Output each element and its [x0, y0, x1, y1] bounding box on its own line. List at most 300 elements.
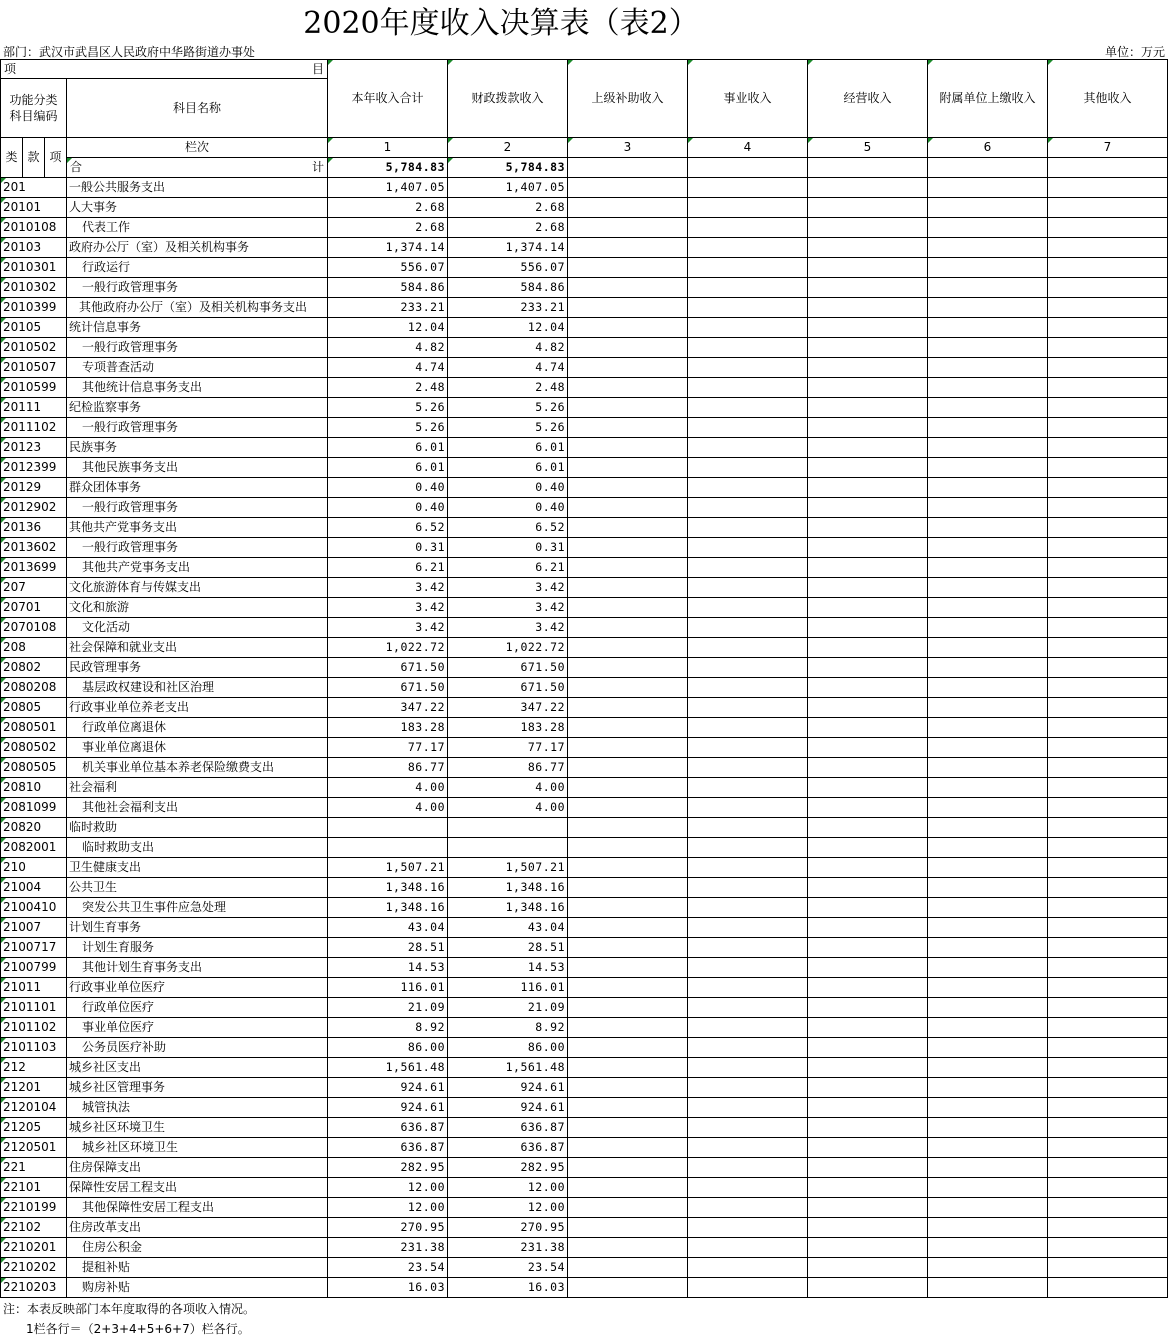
row-col5	[808, 1138, 928, 1158]
row-col1: 1,348.16	[328, 878, 448, 898]
row-col7	[1048, 818, 1168, 838]
row-code: 2012399	[1, 458, 67, 478]
row-col5	[808, 318, 928, 338]
row-col3	[568, 898, 688, 918]
row-col5	[808, 818, 928, 838]
row-col2: 6.52	[448, 518, 568, 538]
row-subject-name: 公务员医疗补助	[67, 1038, 328, 1058]
header-row-item	[1, 60, 1168, 79]
row-col2: 231.38	[448, 1238, 568, 1258]
row-col4	[688, 738, 808, 758]
row-code: 21007	[1, 918, 67, 938]
row-code: 208	[1, 638, 67, 658]
row-col6	[928, 1238, 1048, 1258]
row-col1: 2.68	[328, 218, 448, 238]
row-col2: 4.00	[448, 778, 568, 798]
row-code: 20105	[1, 318, 67, 338]
total-col5	[808, 158, 928, 178]
row-col7	[1048, 798, 1168, 818]
total-col6	[928, 158, 1048, 178]
row-col4	[688, 878, 808, 898]
table-row	[1, 1238, 1168, 1258]
note-line-1: 注：本表反映部门本年度取得的各项收入情况。	[3, 1302, 256, 1316]
row-col4	[688, 1118, 808, 1138]
row-code: 20103	[1, 238, 67, 258]
table-row	[1, 498, 1168, 518]
row-col2: 6.01	[448, 458, 568, 478]
row-subject-name: 城乡社区支出	[67, 1058, 328, 1078]
row-subject-name: 城乡社区管理事务	[67, 1078, 328, 1098]
row-code: 2012902	[1, 498, 67, 518]
table-row	[1, 358, 1168, 378]
row-col4	[688, 978, 808, 998]
row-col3	[568, 758, 688, 778]
row-col3	[568, 1198, 688, 1218]
row-col6	[928, 298, 1048, 318]
row-code: 20805	[1, 698, 67, 718]
row-col6	[928, 678, 1048, 698]
row-col6	[928, 1018, 1048, 1038]
row-col4	[688, 518, 808, 538]
row-col2: 4.82	[448, 338, 568, 358]
row-col6	[928, 438, 1048, 458]
row-col7	[1048, 358, 1168, 378]
row-col2: 924.61	[448, 1078, 568, 1098]
row-col4	[688, 1218, 808, 1238]
row-code: 2101103	[1, 1038, 67, 1058]
row-col2: 3.42	[448, 598, 568, 618]
row-code: 201	[1, 178, 67, 198]
row-code: 20820	[1, 818, 67, 838]
row-col7	[1048, 318, 1168, 338]
row-col1: 5.26	[328, 398, 448, 418]
row-code: 2120104	[1, 1098, 67, 1118]
col-number-3: 3	[568, 138, 688, 158]
row-col2: 2.68	[448, 218, 568, 238]
row-col3	[568, 778, 688, 798]
row-col2: 0.31	[448, 538, 568, 558]
row-col4	[688, 918, 808, 938]
table-row	[1, 878, 1168, 898]
row-col4	[688, 798, 808, 818]
row-subject-name: 住房保障支出	[67, 1158, 328, 1178]
col-header-3: 上级补助收入	[568, 60, 688, 138]
row-col5	[808, 678, 928, 698]
row-col2: 77.17	[448, 738, 568, 758]
row-subject-name: 其他政府办公厅（室）及相关机构事务支出	[67, 298, 328, 318]
row-col4	[688, 1178, 808, 1198]
row-col5	[808, 718, 928, 738]
row-col6	[928, 618, 1048, 638]
row-subject-name: 保障性安居工程支出	[67, 1178, 328, 1198]
row-col6	[928, 818, 1048, 838]
row-code: 2013602	[1, 538, 67, 558]
row-col2: 16.03	[448, 1278, 568, 1298]
row-col5	[808, 1118, 928, 1138]
table-row	[1, 198, 1168, 218]
row-subject-name: 临时救助	[67, 818, 328, 838]
row-col4	[688, 1138, 808, 1158]
row-col3	[568, 918, 688, 938]
table-row	[1, 678, 1168, 698]
table-row	[1, 758, 1168, 778]
column-label: 栏次	[67, 138, 328, 158]
row-code: 20810	[1, 778, 67, 798]
table-row	[1, 398, 1168, 418]
table-row	[1, 578, 1168, 598]
row-col7	[1048, 518, 1168, 538]
row-col7	[1048, 378, 1168, 398]
row-col7	[1048, 478, 1168, 498]
row-col7	[1048, 338, 1168, 358]
row-col3	[568, 218, 688, 238]
table-row	[1, 1098, 1168, 1118]
row-col3	[568, 498, 688, 518]
col-number-4: 4	[688, 138, 808, 158]
row-col2: 1,507.21	[448, 858, 568, 878]
total-col7	[1048, 158, 1168, 178]
row-subject-name: 行政事业单位养老支出	[67, 698, 328, 718]
row-col4	[688, 678, 808, 698]
row-col3	[568, 658, 688, 678]
row-subject-name: 文化旅游体育与传媒支出	[67, 578, 328, 598]
row-col3	[568, 878, 688, 898]
row-col6	[928, 738, 1048, 758]
row-col1: 0.40	[328, 498, 448, 518]
row-col7	[1048, 758, 1168, 778]
row-subject-name: 民政管理事务	[67, 658, 328, 678]
table-row	[1, 1218, 1168, 1238]
row-col6	[928, 538, 1048, 558]
total-row	[1, 158, 1168, 178]
row-subject-name: 机关事业单位基本养老保险缴费支出	[67, 758, 328, 778]
row-col2: 1,022.72	[448, 638, 568, 658]
row-col3	[568, 938, 688, 958]
table-row	[1, 538, 1168, 558]
row-col1: 636.87	[328, 1118, 448, 1138]
row-code: 2070108	[1, 618, 67, 638]
row-code: 2101101	[1, 998, 67, 1018]
row-col6	[928, 998, 1048, 1018]
row-col3	[568, 978, 688, 998]
row-col7	[1048, 218, 1168, 238]
row-subject-name: 民族事务	[67, 438, 328, 458]
row-subject-name: 基层政权建设和社区治理	[67, 678, 328, 698]
row-col4	[688, 458, 808, 478]
row-subject-name: 卫生健康支出	[67, 858, 328, 878]
row-col2: 0.40	[448, 498, 568, 518]
row-col4	[688, 198, 808, 218]
row-col6	[928, 918, 1048, 938]
col-header-7: 其他收入	[1048, 60, 1168, 138]
row-col3	[568, 418, 688, 438]
row-col4	[688, 998, 808, 1018]
row-col2: 28.51	[448, 938, 568, 958]
row-col7	[1048, 258, 1168, 278]
row-col4	[688, 558, 808, 578]
row-col6	[928, 758, 1048, 778]
table-row	[1, 558, 1168, 578]
row-col1: 6.01	[328, 458, 448, 478]
row-col7	[1048, 1038, 1168, 1058]
row-code: 212	[1, 1058, 67, 1078]
row-col6	[928, 798, 1048, 818]
row-code: 2080502	[1, 738, 67, 758]
row-col4	[688, 478, 808, 498]
row-subject-name: 行政事业单位医疗	[67, 978, 328, 998]
row-code: 207	[1, 578, 67, 598]
row-subject-name: 突发公共卫生事件应急处理	[67, 898, 328, 918]
row-col1: 1,022.72	[328, 638, 448, 658]
row-col1: 12.04	[328, 318, 448, 338]
row-col7	[1048, 938, 1168, 958]
row-code: 20136	[1, 518, 67, 538]
row-col1: 4.00	[328, 798, 448, 818]
table-row	[1, 1178, 1168, 1198]
row-col2: 233.21	[448, 298, 568, 318]
row-col6	[928, 1198, 1048, 1218]
row-col1: 1,374.14	[328, 238, 448, 258]
row-col6	[928, 978, 1048, 998]
row-col6	[928, 498, 1048, 518]
table-row	[1, 898, 1168, 918]
row-col7	[1048, 1058, 1168, 1078]
row-col7	[1048, 558, 1168, 578]
table-row	[1, 418, 1168, 438]
row-subject-name: 纪检监察事务	[67, 398, 328, 418]
table-row	[1, 318, 1168, 338]
row-col3	[568, 178, 688, 198]
row-col3	[568, 198, 688, 218]
row-col1: 231.38	[328, 1238, 448, 1258]
row-col2: 1,374.14	[448, 238, 568, 258]
row-col3	[568, 1138, 688, 1158]
row-col5	[808, 738, 928, 758]
col-number-1: 1	[328, 138, 448, 158]
row-col3	[568, 1158, 688, 1178]
row-col7	[1048, 578, 1168, 598]
row-col4	[688, 718, 808, 738]
row-col1: 0.31	[328, 538, 448, 558]
row-col1: 0.40	[328, 478, 448, 498]
row-col5	[808, 418, 928, 438]
row-col6	[928, 238, 1048, 258]
row-col5	[808, 1078, 928, 1098]
row-col2: 636.87	[448, 1118, 568, 1138]
row-col7	[1048, 398, 1168, 418]
row-col4	[688, 258, 808, 278]
row-col2: 4.00	[448, 798, 568, 818]
row-col3	[568, 1058, 688, 1078]
row-col2	[448, 838, 568, 858]
row-code: 2080208	[1, 678, 67, 698]
row-col1	[328, 818, 448, 838]
table-row	[1, 858, 1168, 878]
row-col3	[568, 958, 688, 978]
row-col5	[808, 798, 928, 818]
row-col2: 1,561.48	[448, 1058, 568, 1078]
row-col6	[928, 938, 1048, 958]
row-col6	[928, 1158, 1048, 1178]
row-col4	[688, 358, 808, 378]
row-col5	[808, 218, 928, 238]
row-col5	[808, 1218, 928, 1238]
row-col7	[1048, 878, 1168, 898]
row-col4	[688, 658, 808, 678]
row-col5	[808, 878, 928, 898]
note-line-2: 1栏各行＝（2+3+4+5+6+7）栏各行。	[26, 1322, 250, 1336]
row-col6	[928, 398, 1048, 418]
row-col5	[808, 1178, 928, 1198]
row-col1: 6.01	[328, 438, 448, 458]
row-col5	[808, 478, 928, 498]
row-col7	[1048, 978, 1168, 998]
row-col4	[688, 218, 808, 238]
row-col6	[928, 1098, 1048, 1118]
row-code: 2210199	[1, 1198, 67, 1218]
row-col1: 671.50	[328, 658, 448, 678]
table-row	[1, 338, 1168, 358]
row-col5	[808, 978, 928, 998]
row-col3	[568, 598, 688, 618]
row-col6	[928, 878, 1048, 898]
row-col7	[1048, 718, 1168, 738]
table-row	[1, 1078, 1168, 1098]
row-col4	[688, 618, 808, 638]
total-col2: 5,784.83	[448, 158, 568, 178]
xiang-header: 项	[45, 138, 67, 178]
lei-header: 类	[1, 138, 23, 178]
total-col3	[568, 158, 688, 178]
row-subject-name: 城乡社区环境卫生	[67, 1118, 328, 1138]
row-code: 2010502	[1, 338, 67, 358]
row-col4	[688, 898, 808, 918]
total-left-label: 合	[70, 160, 83, 174]
row-subject-name: 其他保障性安居工程支出	[67, 1198, 328, 1218]
row-col4	[688, 178, 808, 198]
row-code: 20802	[1, 658, 67, 678]
row-col5	[808, 1258, 928, 1278]
row-col5	[808, 438, 928, 458]
row-col2: 3.42	[448, 618, 568, 638]
row-col1: 671.50	[328, 678, 448, 698]
table-row	[1, 298, 1168, 318]
row-subject-name: 一般行政管理事务	[67, 278, 328, 298]
row-subject-name: 统计信息事务	[67, 318, 328, 338]
row-col2: 86.77	[448, 758, 568, 778]
row-col6	[928, 958, 1048, 978]
row-code: 2010399	[1, 298, 67, 318]
table-row	[1, 278, 1168, 298]
row-col3	[568, 518, 688, 538]
row-col3	[568, 678, 688, 698]
row-code: 20129	[1, 478, 67, 498]
row-col2: 1,348.16	[448, 898, 568, 918]
col-header-6: 附属单位上缴收入	[928, 60, 1048, 138]
row-col2: 12.04	[448, 318, 568, 338]
row-code: 22101	[1, 1178, 67, 1198]
row-subject-name: 计划生育服务	[67, 938, 328, 958]
row-col3	[568, 698, 688, 718]
row-code: 2101102	[1, 1018, 67, 1038]
table-row	[1, 458, 1168, 478]
row-col4	[688, 938, 808, 958]
row-col4	[688, 638, 808, 658]
row-col7	[1048, 1178, 1168, 1198]
row-col5	[808, 1098, 928, 1118]
row-col4	[688, 318, 808, 338]
row-col5	[808, 298, 928, 318]
row-col3	[568, 438, 688, 458]
row-col7	[1048, 1098, 1168, 1118]
row-subject-name: 临时救助支出	[67, 838, 328, 858]
row-code: 221	[1, 1158, 67, 1178]
row-col4	[688, 1278, 808, 1298]
table-row	[1, 518, 1168, 538]
row-col3	[568, 718, 688, 738]
row-col5	[808, 378, 928, 398]
row-col4	[688, 1098, 808, 1118]
row-col1: 924.61	[328, 1098, 448, 1118]
row-code: 2210201	[1, 1238, 67, 1258]
row-code: 2080505	[1, 758, 67, 778]
row-col5	[808, 458, 928, 478]
subject-name-header: 科目名称	[67, 79, 328, 138]
row-col6	[928, 338, 1048, 358]
row-col4	[688, 498, 808, 518]
func-code-header: 功能分类科目编码	[1, 79, 67, 138]
table-row	[1, 1158, 1168, 1178]
row-col2: 14.53	[448, 958, 568, 978]
row-col2: 86.00	[448, 1038, 568, 1058]
row-col1: 8.92	[328, 1018, 448, 1038]
row-col3	[568, 1238, 688, 1258]
row-col1: 4.82	[328, 338, 448, 358]
row-col3	[568, 738, 688, 758]
table-row	[1, 1038, 1168, 1058]
row-col7	[1048, 1118, 1168, 1138]
row-subject-name: 行政运行	[67, 258, 328, 278]
page-title: 2020年度收入决算表（表2）	[303, 6, 699, 41]
row-col7	[1048, 498, 1168, 518]
row-code: 2100410	[1, 898, 67, 918]
row-col6	[928, 1138, 1048, 1158]
row-col2: 23.54	[448, 1258, 568, 1278]
row-col5	[808, 238, 928, 258]
row-col6	[928, 1178, 1048, 1198]
row-col7	[1048, 678, 1168, 698]
row-col1: 6.21	[328, 558, 448, 578]
row-code: 2081099	[1, 798, 67, 818]
row-code: 21201	[1, 1078, 67, 1098]
row-col3	[568, 1278, 688, 1298]
row-col5	[808, 498, 928, 518]
row-col1: 636.87	[328, 1138, 448, 1158]
table-row	[1, 478, 1168, 498]
row-col5	[808, 278, 928, 298]
row-col6	[928, 658, 1048, 678]
row-col3	[568, 578, 688, 598]
row-col7	[1048, 598, 1168, 618]
table-row	[1, 978, 1168, 998]
row-col6	[928, 278, 1048, 298]
row-col3	[568, 838, 688, 858]
col-header-4: 事业收入	[688, 60, 808, 138]
row-col2: 5.26	[448, 398, 568, 418]
row-col4	[688, 778, 808, 798]
row-col1: 4.00	[328, 778, 448, 798]
row-col5	[808, 618, 928, 638]
